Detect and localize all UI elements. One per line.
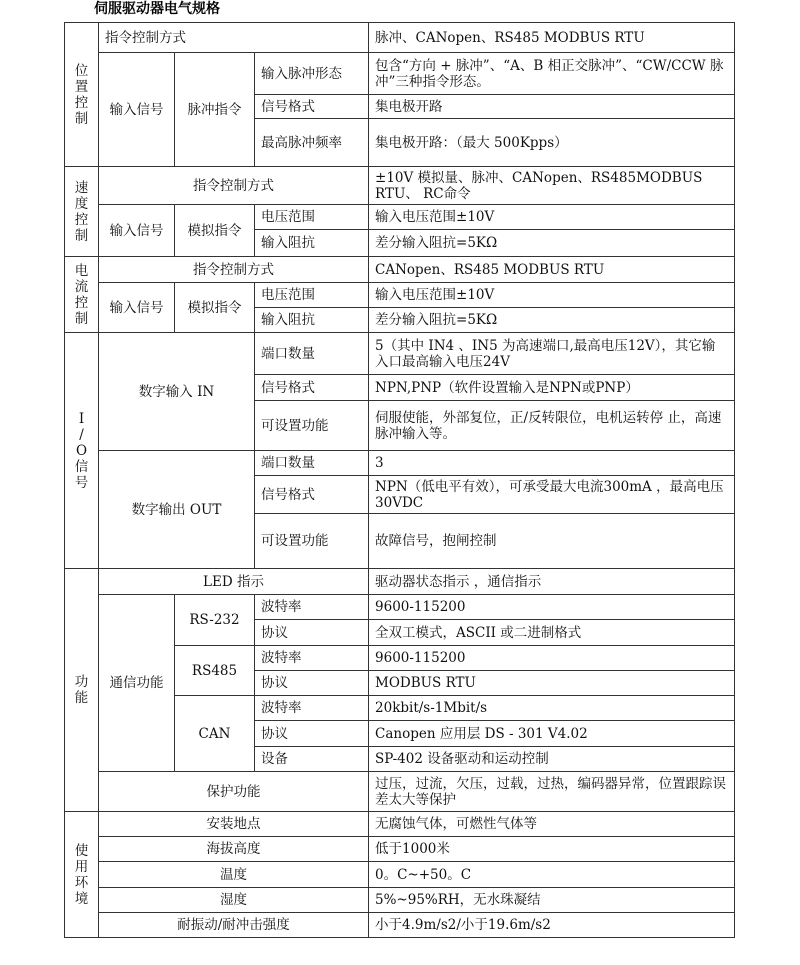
row-label: 输入阻抗 [255,308,369,333]
row-label: 信号格式 [255,476,369,514]
table-row [65,283,735,308]
section-function [65,569,99,812]
row-value: 包含“方向 + 脉冲”、“A、B 相正交脉冲”、“CW/CCW 脉冲”三种指令形态。 [369,53,735,95]
row-label: 波特率 [255,696,369,721]
row-label: 电压范围 [255,283,369,308]
row-label: 指令控制方式 [99,167,369,205]
table-row [65,862,735,888]
row-value: NPN,PNP（软件设置输入是NPN或PNP） [369,375,735,401]
row-value: Canopen 应用层 DS - 301 V4.02 [369,721,735,747]
row-label: 最高脉冲频率 [255,119,369,167]
protocol-label: RS485 [175,646,255,696]
row-value: NPN（低电平有效），可承受最大电流300mA ，最高电压 30VDC [369,476,735,514]
row-label: 波特率 [255,595,369,620]
row-value: 集电极开路 [369,95,735,119]
table-row [65,53,735,95]
table-row [65,257,735,283]
section-current-control [65,257,99,333]
row-label: 输入脉冲形态 [255,53,369,95]
row-value: 输入电压范围±10V [369,205,735,230]
row-value: 小于4.9m/s2/小于19.6m/s2 [369,913,735,938]
sub-group-label: 模拟指令 [175,283,255,333]
row-value: CANopen、RS485 MODBUS RTU [369,257,735,283]
row-value: 无腐蚀气体，可燃性气体等 [369,812,735,837]
row-label: 温度 [99,862,369,888]
row-value: 低于1000米 [369,837,735,862]
row-value: 9600-115200 [369,646,735,671]
row-label: 湿度 [99,888,369,913]
table-row [65,888,735,913]
row-value: MODBUS RTU [369,671,735,696]
row-value: 伺服使能，外部复位，正/反转限位，电机运转停 止，高速脉冲输入等。 [369,401,735,451]
row-label: 可设置功能 [255,514,369,569]
row-value: 差分输入阻抗=5KΩ [369,308,735,333]
row-label: 输入阻抗 [255,230,369,257]
table-row [65,167,735,205]
row-value: 过压，过流，欠压，过载，过热，编码器异常，位置跟踪误差太大等保护 [369,772,735,812]
sub-group-label: 输入信号 [99,53,175,167]
sub-group-label: 模拟指令 [175,205,255,257]
row-label: 可设置功能 [255,401,369,451]
row-label: 安装地点 [99,812,369,837]
row-label: 端口数量 [255,451,369,476]
row-value: ±10V 模拟量、脉冲、CANopen、RS485MODBUS RTU、 RC命令 [369,167,735,205]
section-speed-control [65,167,99,257]
row-label: 设备 [255,747,369,772]
sub-group-label: 数字输出 OUT [99,451,255,569]
row-value: 集电极开路：（最大 500Kpps） [369,119,735,167]
section-label: I / O 信 号 [74,410,89,491]
protocol-label: RS-232 [175,595,255,646]
row-value: 5（其中 IN4 、IN5 为高速端口,最高电压12V），其它输入口最高输入电压24V [369,333,735,375]
row-value: SP-402 设备驱动和运动控制 [369,747,735,772]
row-value: 脉冲、CANopen、RS485 MODBUS RTU [369,23,735,53]
row-label: 信号格式 [255,375,369,401]
row-value: 输入电压范围±10V [369,283,735,308]
row-label: LED 指示 [99,569,369,595]
section-environment [65,812,99,938]
sub-group-label: 数字输入 IN [99,333,255,451]
row-value: 全双工模式，ASCII 或二进制格式 [369,620,735,646]
protocol-label: CAN [175,696,255,772]
row-label: 协议 [255,721,369,747]
section-label: 电 流 控 制 [74,262,89,327]
row-value: 故障信号，抱闸控制 [369,514,735,569]
section-label: 速 度 控 制 [74,179,89,244]
section-label: 使 用 环 境 [74,842,89,907]
section-label: 功 能 [74,674,89,706]
row-value: 3 [369,451,735,476]
row-value: 差分输入阻抗=5KΩ [369,230,735,257]
section-label: 位 置 控 制 [74,62,89,127]
row-label: 协议 [255,620,369,646]
table-row [65,595,735,620]
spec-table [64,22,735,938]
table-row [65,569,735,595]
sub-group-label: 通信功能 [99,595,175,772]
row-label: 指令控制方式 [99,257,369,283]
sub-group-label: 输入信号 [99,283,175,333]
section-io-signal [65,333,99,569]
page-title: 伺服驱动器电气规格 [94,1,220,17]
row-label: 端口数量 [255,333,369,375]
row-value: 9600-115200 [369,595,735,620]
row-value: 20kbit/s-1Mbit/s [369,696,735,721]
row-value: 5%~95%RH，无水珠凝结 [369,888,735,913]
row-label: 耐振动/耐冲击强度 [99,913,369,938]
row-label: 保护功能 [99,772,369,812]
section-position-control [65,23,99,167]
row-label: 波特率 [255,646,369,671]
row-label: 协议 [255,671,369,696]
table-row [65,205,735,230]
row-label: 电压范围 [255,205,369,230]
sub-group-label: 脉冲指令 [175,53,255,167]
table-row [65,913,735,938]
row-value: 0。C~+50。C [369,862,735,888]
table-row [65,772,735,812]
table-row [65,23,735,53]
table-row [65,333,735,375]
sub-group-label: 输入信号 [99,205,175,257]
row-label: 指令控制方式 [99,23,369,53]
table-row [65,837,735,862]
row-label: 海拔高度 [99,837,369,862]
row-label: 信号格式 [255,95,369,119]
table-row [65,451,735,476]
row-value: 驱动器状态指示 ，通信指示 [369,569,735,595]
table-row [65,812,735,837]
